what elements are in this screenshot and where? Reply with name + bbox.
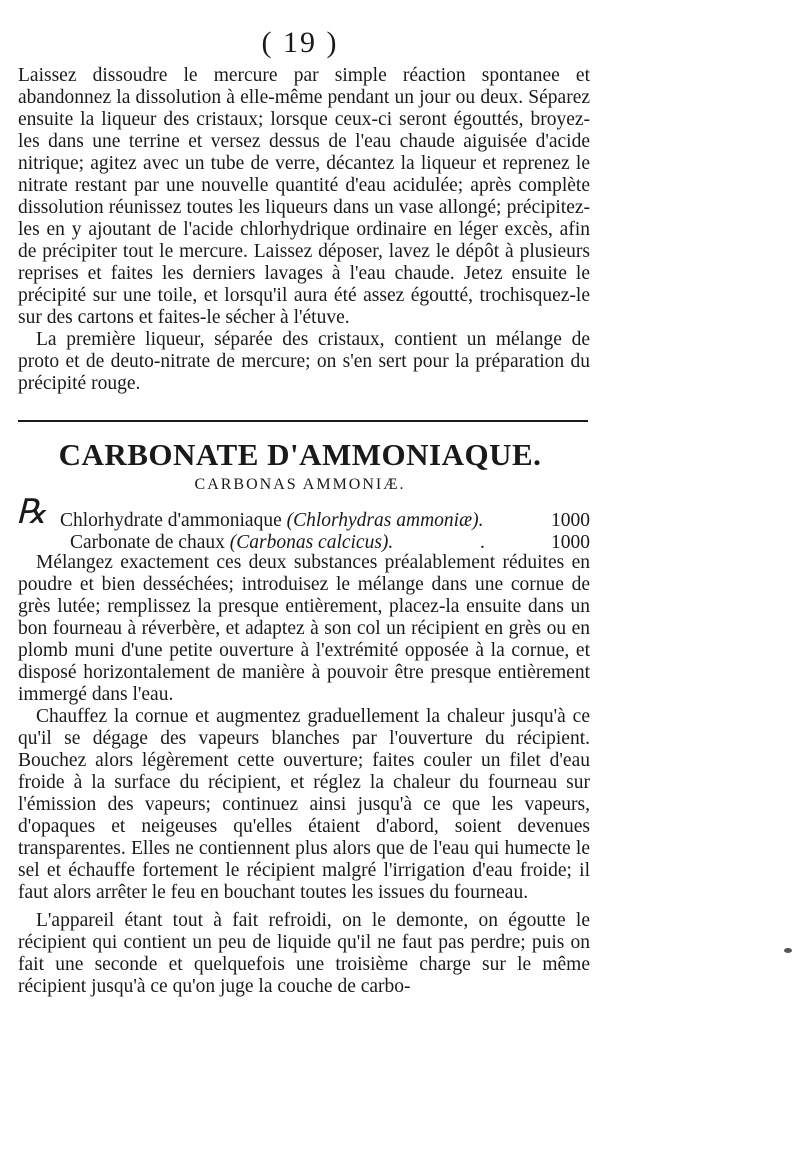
ingredient-row <box>60 532 590 554</box>
section-paragraph-3: L'appareil étant tout à fait refroidi, on le demonte, on égoutte le récipient qui contient un peu de liquide qu'il ne faut pas perdre; puis on fait une seconde et quelquefois une troisième charge sur le même récipient jusqu'à ce qu'on juge la couche de carbo- <box>18 910 590 997</box>
intro-paragraph-2: La première liqueur, séparée des cristaux, contient un mélange de proto et de deuto-nitrate de mercure; on s'en sert pour la préparation du précipité rouge. <box>18 329 590 394</box>
ingredient-name: Carbonate de chaux <box>70 532 225 553</box>
ingredient-name: Chlorhydrate d'ammoniaque <box>60 510 282 531</box>
section-text <box>18 552 590 998</box>
ingredient-latin-name: (Carbonas calcicus). <box>229 532 394 553</box>
section-paragraph-1: Mélangez exactement ces deux substances préalablement réduites en poudre et bien desséchées; introduisez le mélange dans une cornue de grès lutée; remplissez la presque entièrement, placez-la ensuite dans un bon fourneau à réverbère, et adaptez à son col un récipient en grès ou en plomb muni d'une petite ouverture à l'extrémité opposée à la cornue, et disposé horizontalement de manière à pouvoir être presque entièrement immergé dans l'eau. <box>18 552 590 705</box>
section-paragraph-2: Chauffez la cornue et augmentez graduellement la chaleur jusqu'à ce qu'il se dégage des vapeurs blanches par l'ouverture du récipient. Bouchez alors légèrement cette ouverture; faites couler un filet d'eau froide à la surface du récipient, et réglez la chaleur du fourneau sur l'émission des vapeurs; continuez ainsi jusqu'à ce que les vapeurs, d'opaques et neigeuses qu'elles étaient d'abord, soient devenues transparentes. Elles ne contiennent plus alors que de l'eau qui humecte le sel et échauffe fortement le récipient malgré l'irrigation d'eau froide; il faut alors arrêter le feu en bouchant toutes les issues du fourneau. <box>18 706 590 903</box>
recipe-icon: ℞ <box>16 494 47 531</box>
section-subtitle: CARBONAS AMMONIÆ. <box>194 476 406 493</box>
intro-text <box>18 65 590 395</box>
ingredient-quantity: 1000 <box>551 532 590 553</box>
ink-smudge <box>784 948 792 953</box>
intro-paragraph-1: Laissez dissoudre le mercure par simple réaction spontanee et abandonnez la dissolution à elle-même pendant un jour ou deux. Séparez ensuite la liqueur des cristaux; lorsque ceux-ci seront égouttés, broyez-les dans une terrine et versez dessus de l'eau chaude aiguisée d'acide nitrique; agitez avec un tube de verre, décantez la liqueur et reprenez le nitrate restant par une nouvelle quantité d'eau acidulée; après complète dissolution réunissez toutes les liqueurs dans un vase allongé; précipitez-les en y ajoutant de l'acide chlorhydrique ordinaire en léger excès, afin de précipiter tout le mercure. Laissez déposer, lavez le dépôt à plusieurs reprises et faites les derniers lavages à l'eau chaude. Jetez ensuite le précipité sur une toile, et lorsqu'il aura été assez égoutté, trochisquez-le sur des cartons et faites-le sécher à l'étuve. <box>18 65 590 328</box>
leader-dots: . <box>480 532 485 553</box>
ingredient-row <box>60 510 590 532</box>
section-title: CARBONATE D'AMMONIAQUE. <box>58 437 542 472</box>
page-number: ( 19 ) <box>261 26 339 59</box>
ingredient-list <box>60 510 590 554</box>
ingredient-latin-name: (Chlorhydras ammoniæ). <box>286 510 484 531</box>
section-divider <box>18 420 588 422</box>
ingredient-quantity: 1000 <box>551 510 590 531</box>
